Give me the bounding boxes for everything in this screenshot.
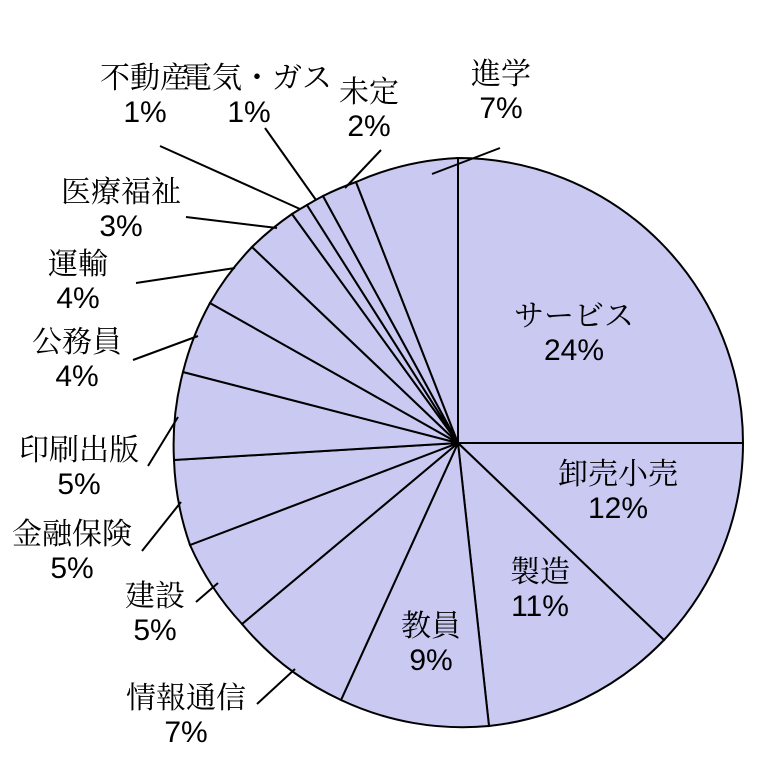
label-value: 5% <box>133 613 177 647</box>
label-name: 建設 <box>125 580 185 613</box>
label-name: 進学 <box>471 58 531 91</box>
leader-金融保険 <box>142 502 181 551</box>
label-value: 7% <box>164 715 208 749</box>
leader-運輸 <box>136 268 235 283</box>
label-卸売小売 <box>548 458 688 525</box>
label-name: 印刷出版 <box>19 434 139 467</box>
label-金融保険 <box>2 518 142 585</box>
label-建設 <box>108 580 202 647</box>
label-name: 不動産 <box>100 62 190 95</box>
label-value: 11% <box>511 589 569 623</box>
label-value: 4% <box>55 359 99 393</box>
label-name: 電気・ガス <box>182 62 332 95</box>
label-name: サービス <box>514 300 634 333</box>
label-name: 公務員 <box>32 326 122 359</box>
leader-情報通信 <box>257 669 295 704</box>
label-name: 医療福祉 <box>61 176 181 209</box>
label-name: 運輸 <box>48 248 108 281</box>
label-value: 3% <box>99 209 143 243</box>
label-name: 金融保険 <box>12 518 132 551</box>
label-value: 7% <box>479 91 523 125</box>
label-製造 <box>488 556 592 623</box>
label-value: 24% <box>543 333 605 367</box>
leader-医療福祉 <box>186 217 277 228</box>
label-value: 5% <box>57 467 101 501</box>
label-value: 12% <box>587 491 649 525</box>
label-name: 教員 <box>401 610 461 643</box>
label-情報通信 <box>112 682 260 749</box>
label-公務員 <box>22 326 132 393</box>
label-運輸 <box>28 248 128 315</box>
label-value: 5% <box>50 551 94 585</box>
label-教員 <box>382 610 480 677</box>
label-value: 1% <box>227 95 271 129</box>
label-value: 2% <box>347 109 391 143</box>
label-未定 <box>330 76 408 143</box>
label-name: 卸売小売 <box>558 458 678 491</box>
label-電気・ガス <box>182 62 332 129</box>
label-name: 情報通信 <box>126 682 246 715</box>
leader-電気ガス <box>265 128 316 200</box>
label-value: 9% <box>409 643 453 677</box>
label-name: 製造 <box>510 556 570 589</box>
label-印刷出版 <box>10 434 148 501</box>
label-医療福祉 <box>56 176 186 243</box>
label-name: 未定 <box>339 76 399 109</box>
label-進学 <box>460 58 542 125</box>
label-サービス <box>500 300 648 367</box>
label-value: 1% <box>123 95 167 129</box>
label-value: 4% <box>56 281 100 315</box>
